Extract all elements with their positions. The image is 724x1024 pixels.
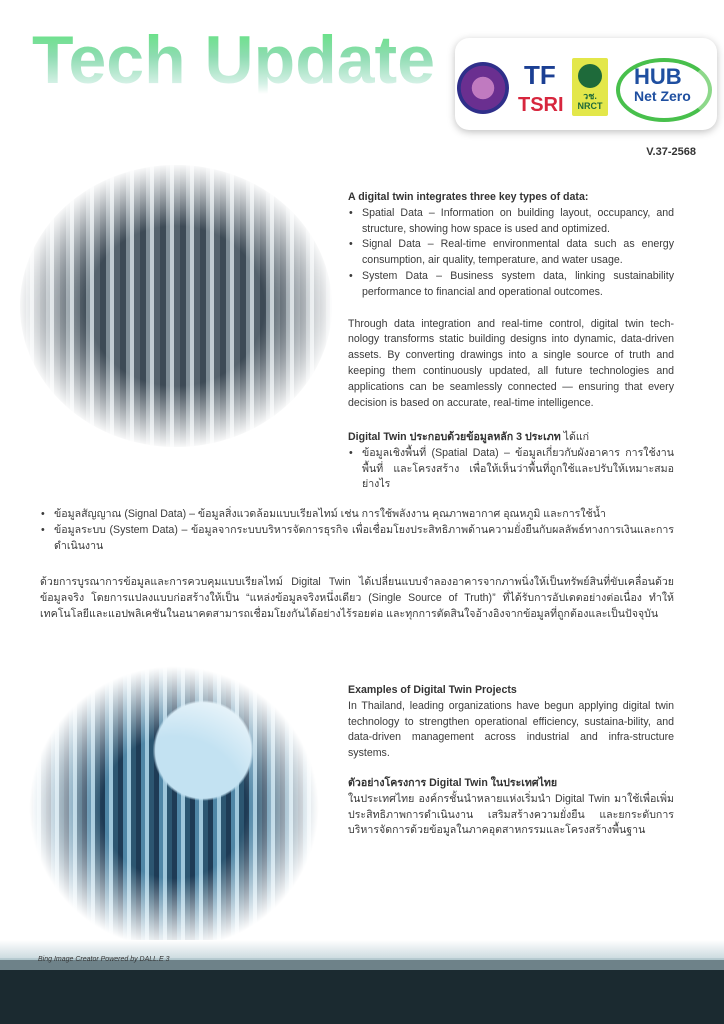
issue-version: V.37-2568 — [646, 146, 696, 158]
examples-paragraph-th: ในประเทศไทย องค์กรชั้นนำหลายแห่งเริ่มนำ Digital Twin มาใช้เพื่อเพิ่มประสิทธิภาพการดำเนินงาน เสริมสร้างความยั่งยืน และยกระดับการบริหารจัดการด้วยข้อมูลในภาคอุตสาหกรรมและโครงสร้างพื้นฐาน — [348, 792, 674, 837]
nrct-thai-label: วช. — [583, 91, 597, 101]
list-item: • Spatial Data – Information on building layout, occupancy, and structure, showing how space is used and optimized. — [348, 206, 674, 238]
tsri-mark: TF — [524, 60, 556, 90]
list-item: • Signal Data – Real-time environmental data such as energy consumption, air quality, temperature, and water usage. — [348, 237, 674, 269]
list-item: • ข้อมูลสัญญาณ (Signal Data) – ข้อมูลสิ่งแวดล้อมแบบเรียลไทม์ เช่น การใช้พลังงาน คุณภาพอากาศ อุณหภูมิ และการใช้น้ำ — [40, 507, 674, 523]
section-heading: Examples of Digital Twin Projects — [348, 684, 517, 696]
examples-paragraph: In Thailand, leading organizations have begun applying digital twin technology to strengthen operational efficiency, sustaina-bility, and data-driven management across industrial and infra-structure systems. — [348, 699, 674, 760]
section-th-paragraph-block — [40, 575, 674, 622]
section-examples — [348, 683, 674, 839]
section-th-paragraph: ด้วยการบูรณาการข้อมูลและการควบคุมแบบเรียลไทม์ Digital Twin ได้เปลี่ยนแบบจำลองอาคารจากภาพนิ่งให้เป็นทรัพย์สินที่ขับเคลื่อนด้วยข้อมูลจริง โดยการแปลงแบบก่อสร้างให้เป็น “แหล่งข้อมูลจริงหนึ่งเดียว (Single Source of Truth)” ที่ได้รับการอัปเดตอย่างต่อเนื่อง ทำให้เทคโนโลยีและแอปพลิเคชันในอนาคตสามารถเชื่อมโยงกันได้อย่างไร้รอยต่อ และทุกการตัดสินใจอ้างอิงจากข้อมูลที่ถูกต้องและเป็นปัจจุบัน — [40, 576, 674, 620]
list-item: • ข้อมูลระบบ (System Data) – ข้อมูลจากระบบบริหารจัดการธุรกิจ เพื่อเชื่อมโยงประสิทธิภาพด้านความยั่งยืนกับผลลัพธ์ทางการเงินและการดำเนินงาน — [40, 523, 674, 555]
nrct-logo — [572, 58, 608, 116]
intro-paragraph: Through data integration and real-time control, digital twin tech-nology transforms static building designs into dynamic, data-driven assets. By converting drawings into a single source of truth and keeping them continuously updated, all future technologies and applications can be seamlessly connected — ensuring that every decision is based on accurate, real-time intelligence. — [348, 317, 674, 409]
section-data-types — [348, 190, 674, 411]
section-th-heading-block — [348, 430, 674, 493]
section-th-list — [40, 507, 674, 554]
section-th-heading: Digital Twin ประกอบด้วยข้อมูลหลัก 3 ประเภท — [348, 431, 561, 443]
netzero-label: Net Zero — [634, 88, 691, 104]
tsri-logo — [518, 58, 564, 122]
list-item: • ข้อมูลเชิงพื้นที่ (Spatial Data) – ข้อมูลเกี่ยวกับผังอาคาร การใช้งานพื้นที่ และโครงสร้าง เพื่อให้เห็นว่าพื้นที่ถูกใช้และปรับให้เหมาะสมอย่างไร — [348, 446, 674, 493]
image-credit: Bing Image Creator Powered by DALL.E 3 — [38, 956, 170, 963]
section-th-heading-suffix: ได้แก่ — [560, 431, 590, 443]
nrct-seal-icon — [578, 64, 602, 88]
city-illustration-image — [20, 165, 332, 447]
section-heading-th: ตัวอย่างโครงการ Digital Twin ในประเทศไทย — [348, 776, 558, 789]
data-types-list — [348, 206, 674, 301]
futuristic-city-image — [28, 665, 320, 950]
nrct-label: NRCT — [577, 100, 603, 111]
page-title: Tech Update — [32, 22, 436, 98]
list-item: • System Data – Business system data, linking sustainability performance to financial and operational outcomes. — [348, 269, 674, 301]
university-seal-logo — [457, 62, 509, 114]
section-heading: A digital twin integrates three key types of data: — [348, 191, 589, 203]
hub-label: HUB — [634, 64, 682, 89]
tsri-label: TSRI — [518, 94, 564, 116]
